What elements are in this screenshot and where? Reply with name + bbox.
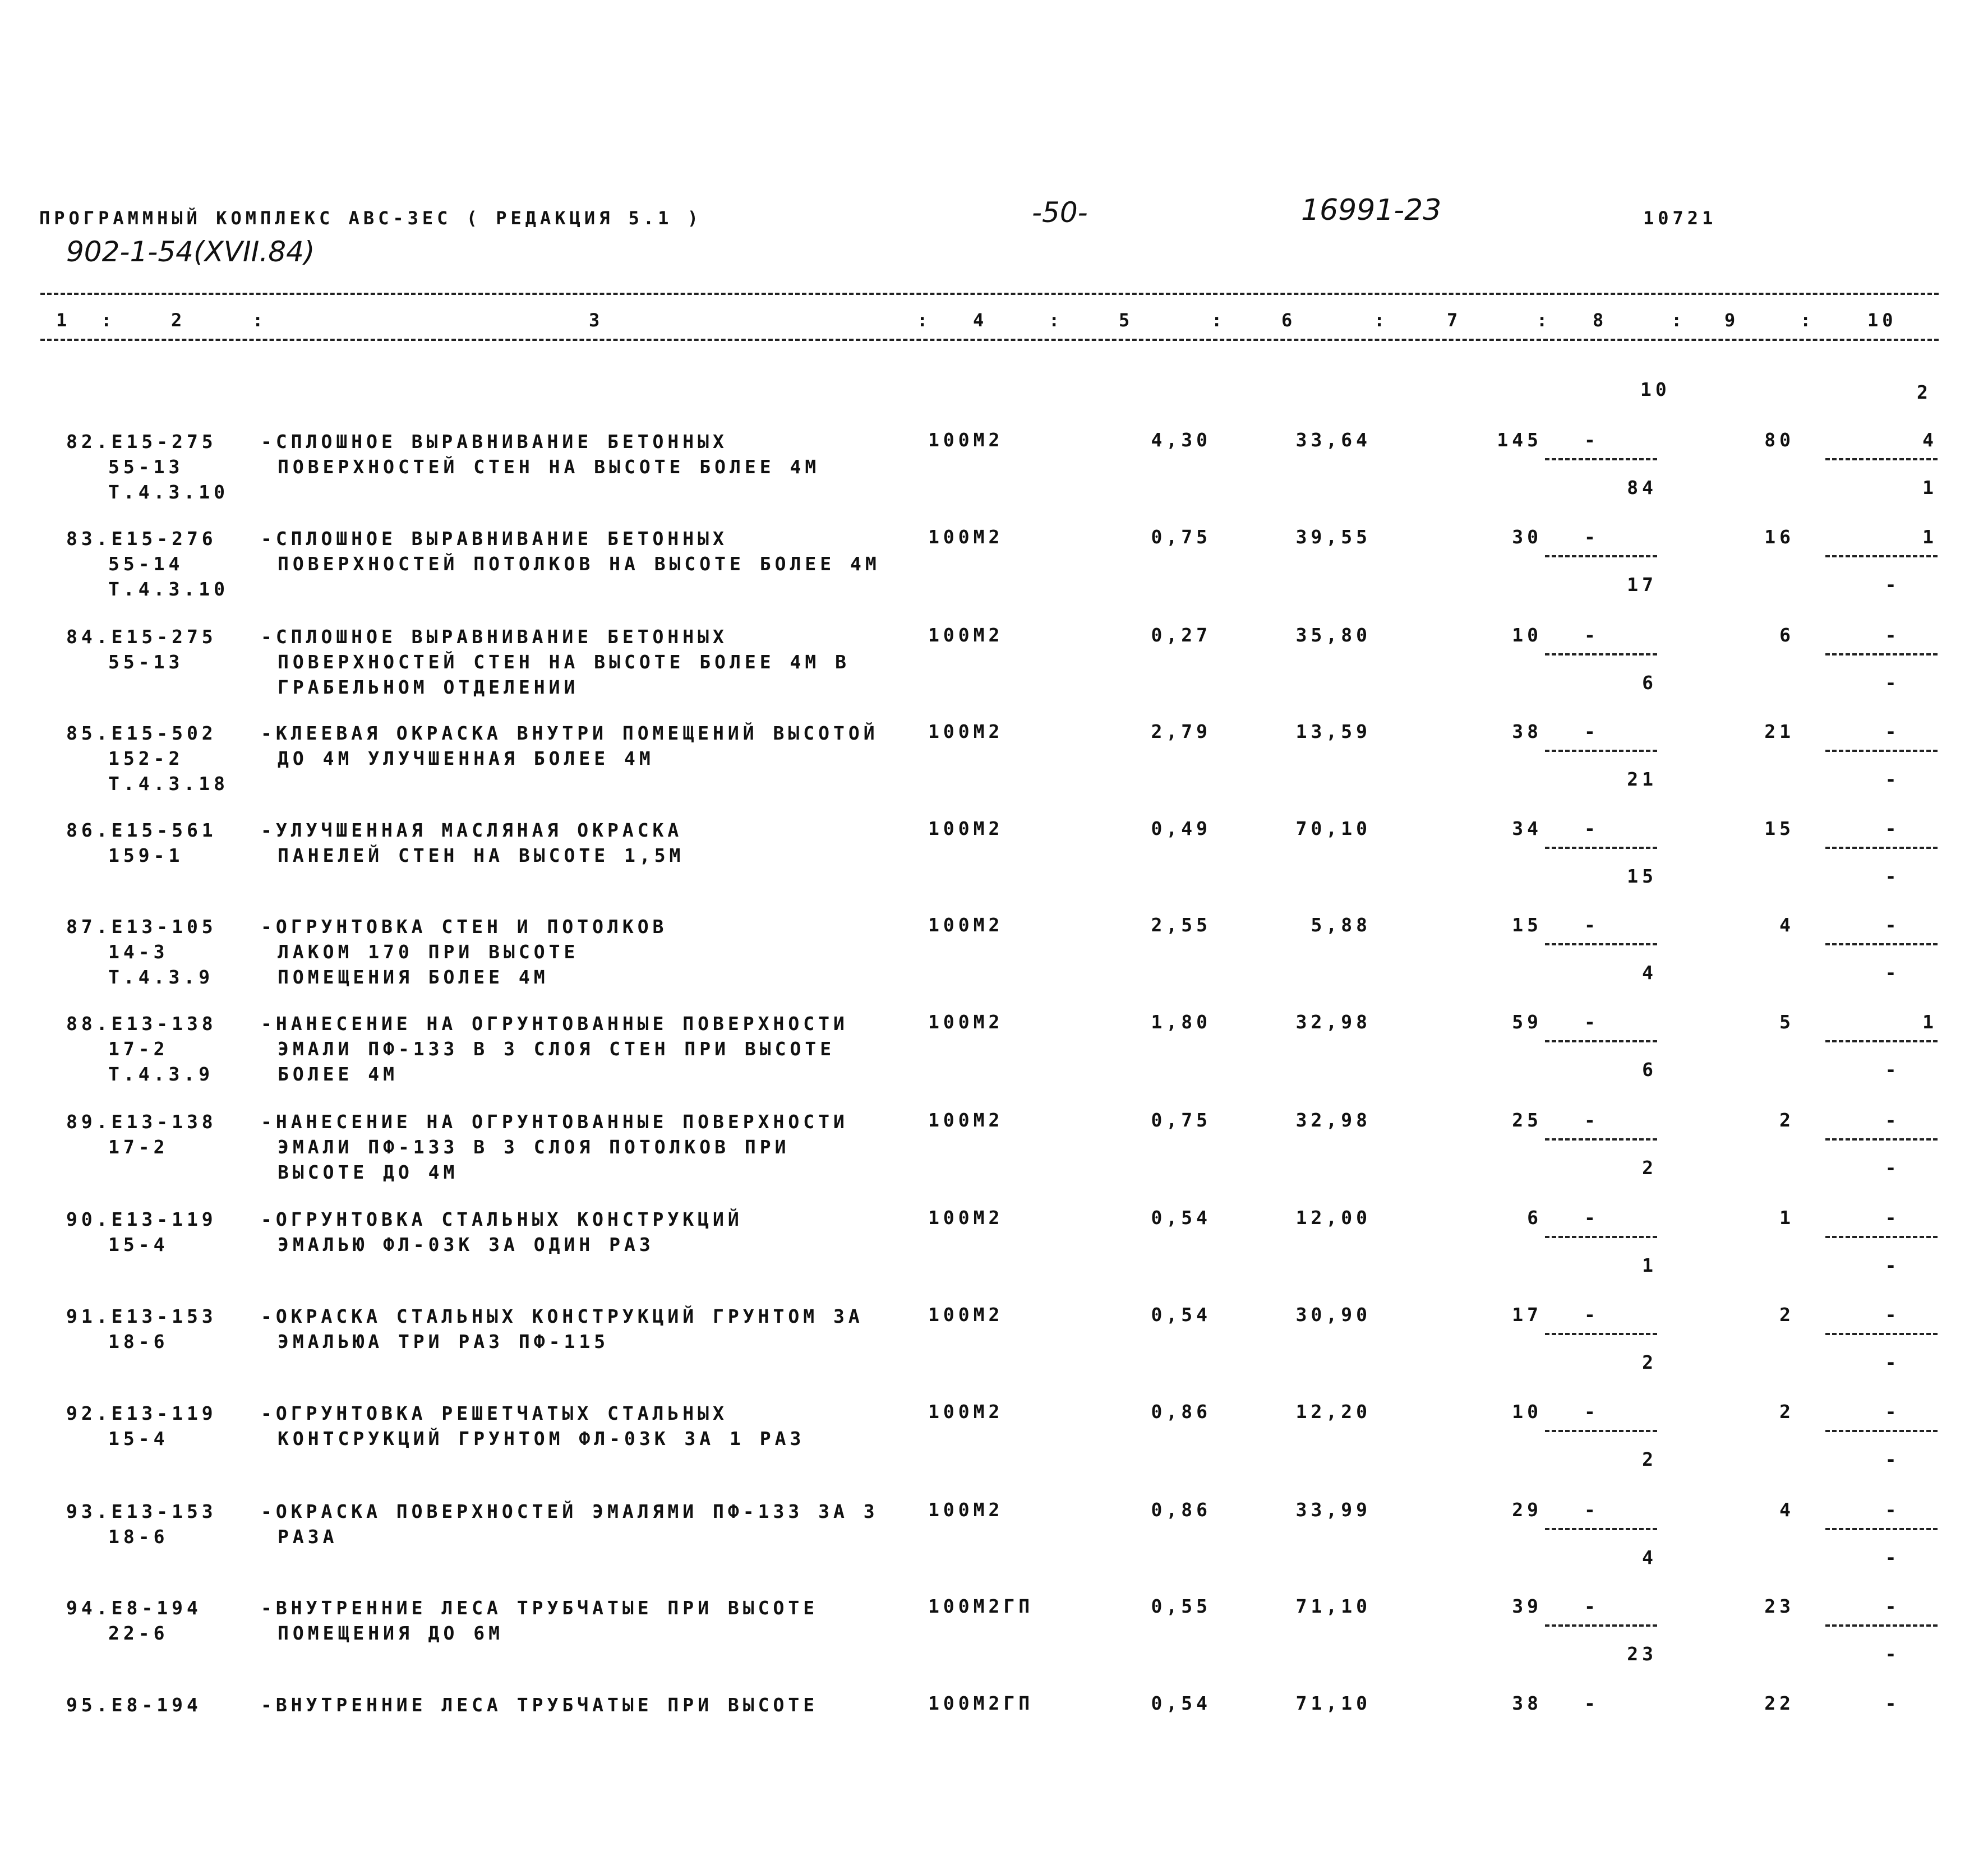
row-codes [66,818,246,868]
row-code-line: 55-13 [108,651,184,673]
fraction-line [1825,653,1938,655]
row-description-line: РАЗА [278,1526,338,1548]
column-separator: : [1537,310,1552,331]
row-col9: 23 [1764,1595,1795,1617]
row-col10-bottom: - [1885,1546,1901,1568]
row-col9: 4 [1779,1499,1795,1521]
row-col9: 22 [1764,1692,1795,1714]
row-col9: 80 [1764,429,1795,451]
row-description [261,1109,922,1185]
row-description-line: ЭМАЛЬЮ ФЛ-03К ЗА ОДИН РАЗ [278,1234,654,1255]
row-total: 145 [1497,429,1542,451]
row-code-line: 85.Е15-502 [66,722,217,744]
carry-over-col10: 2 [1917,381,1932,403]
column-separator: : [252,310,267,331]
row-col8-top: - [1584,1304,1599,1326]
row-code-line: Т.4.3.10 [108,578,229,600]
row-col9: 16 [1764,526,1795,548]
row-col10-top: - [1885,1401,1901,1423]
row-col9: 2 [1779,1401,1795,1423]
fraction-line [1545,458,1657,460]
row-code-line: 152-2 [108,747,184,769]
row-col8-top: - [1584,1401,1599,1423]
row-total: 29 [1512,1499,1542,1521]
row-codes [66,721,246,796]
fraction-line [1545,1040,1657,1042]
row-code-line: Т.4.3.10 [108,481,229,503]
row-col8-top: - [1584,1595,1599,1617]
row-description-line: -НАНЕСЕНИЕ НА ОГРУНТОВАННЫЕ ПОВЕРХНОСТИ [261,1013,848,1035]
row-description [261,1499,922,1549]
row-code-line: 15-4 [108,1428,169,1449]
row-description-line: ЭМАЛИ ПФ-133 В 3 СЛОЯ СТЕН ПРИ ВЫСОТЕ [278,1038,836,1060]
row-total: 10 [1512,624,1542,646]
fraction-line [1545,1528,1657,1530]
row-col10-top: - [1885,914,1901,936]
row-code-line: 90.Е13-119 [66,1208,217,1230]
row-quantity: 0,86 [1151,1499,1211,1521]
row-total: 17 [1512,1304,1542,1326]
row-quantity: 0,54 [1151,1207,1211,1229]
fraction-line [1825,1040,1938,1042]
row-code-line: Т.4.3.9 [108,966,214,988]
row-total: 6 [1527,1207,1542,1229]
row-description-line: КОНТСРУКЦИЙ ГРУНТОМ ФЛ-03К ЗА 1 РАЗ [278,1428,805,1449]
row-col10-top: - [1885,818,1901,839]
row-code-line: 55-13 [108,456,184,478]
row-description [261,624,922,700]
fraction-line [1545,1430,1657,1432]
fraction-line [1825,847,1938,849]
row-col10-top: 4 [1922,429,1938,451]
row-code-line: 17-2 [108,1038,169,1060]
row-unit: 100М2ГП [928,1595,1034,1617]
row-code-line: 83.Е15-276 [66,528,217,550]
row-unit-price: 13,59 [1295,721,1371,742]
row-codes [66,1304,246,1354]
row-unit-price: 71,10 [1295,1595,1371,1617]
row-col8-bottom: 6 [1642,672,1657,694]
fraction-line [1825,1236,1938,1238]
row-code-line: 55-14 [108,553,184,575]
row-col8-top: - [1584,526,1599,548]
row-col10-top: 1 [1922,1011,1938,1033]
row-total: 15 [1512,914,1542,936]
row-unit-price: 33,99 [1295,1499,1371,1521]
row-unit: 100М2 [928,624,1004,646]
row-col10-top: - [1885,1304,1901,1326]
row-code-line: 86.Е15-561 [66,819,217,841]
row-col8-top: - [1584,1207,1599,1229]
row-col10-bottom: - [1885,672,1901,694]
fraction-line [1825,1138,1938,1141]
row-col8-bottom: 23 [1627,1643,1657,1665]
row-description-line: -УЛУЧШЕННАЯ МАСЛЯНАЯ ОКРАСКА [261,819,683,841]
row-description-line: ЛАКОМ 170 ПРИ ВЫСОТЕ [278,941,579,963]
row-quantity: 0,54 [1151,1692,1211,1714]
row-quantity: 0,75 [1151,526,1211,548]
row-description [261,1595,922,1646]
row-description-line: ДО 4М УЛУЧШЕННАЯ БОЛЕЕ 4М [278,747,654,769]
fraction-line [1825,458,1938,460]
row-code-line: 87.Е13-105 [66,916,217,938]
row-description-line: -СПЛОШНОЕ ВЫРАВНИВАНИЕ БЕТОННЫХ [261,626,728,648]
row-col9: 21 [1764,721,1795,742]
fraction-line [1825,555,1938,557]
fraction-line [1545,1138,1657,1141]
row-description-line: -ОГРУНТОВКА РЕШЕТЧАТЫХ СТАЛЬНЫХ [261,1402,728,1424]
row-total: 59 [1512,1011,1542,1033]
row-description [261,721,922,771]
row-description [261,1692,922,1718]
row-description-line: ПОВЕРХНОСТЕЙ СТЕН НА ВЫСОТЕ БОЛЕЕ 4М [278,456,820,478]
row-quantity: 0,55 [1151,1595,1211,1617]
row-total: 25 [1512,1109,1542,1131]
row-col10-bottom: - [1885,1254,1901,1276]
row-col8-bottom: 17 [1627,574,1657,595]
row-codes [66,1499,246,1549]
row-unit: 100М2 [928,1011,1004,1033]
fraction-line [1825,943,1938,945]
row-unit-price: 5,88 [1311,914,1371,936]
row-unit: 100М2 [928,914,1004,936]
row-col9: 1 [1779,1207,1795,1229]
row-total: 34 [1512,818,1542,839]
row-col8-bottom: 6 [1642,1059,1657,1081]
row-code-line: 14-3 [108,941,169,963]
row-code-line: 82.Е15-275 [66,431,217,453]
column-separator: : [917,310,932,331]
column-number: 10 [1867,310,1897,331]
row-description-line: ПОМЕЩЕНИЯ БОЛЕЕ 4М [278,966,549,988]
row-col10-bottom: 1 [1922,477,1938,498]
row-col8-bottom: 1 [1642,1254,1657,1276]
row-description-line: ПОВЕРХНОСТЕЙ ПОТОЛКОВ НА ВЫСОТЕ БОЛЕЕ 4М [278,553,880,575]
row-codes [66,1011,246,1087]
row-col10-bottom: - [1885,574,1901,595]
fraction-line [1825,1430,1938,1432]
document-number: 16991-23 [1301,193,1442,227]
row-description [261,1207,922,1257]
row-codes [66,914,246,990]
column-number: 4 [973,310,988,331]
row-codes [66,1401,246,1451]
column-separator: : [101,310,116,331]
row-codes [66,526,246,602]
column-number: 1 [56,310,71,331]
row-unit: 100М2 [928,721,1004,742]
row-unit: 100М2 [928,1499,1004,1521]
column-separator: : [1671,310,1686,331]
row-description-line: ЭМАЛЬЮА ТРИ РАЗ ПФ-115 [278,1331,610,1352]
row-unit-price: 32,98 [1295,1011,1371,1033]
row-col10-top: - [1885,1207,1901,1229]
row-unit-price: 32,98 [1295,1109,1371,1131]
fraction-line [1545,1624,1657,1627]
row-col10-top: - [1885,1692,1901,1714]
row-code-line: 22-6 [108,1622,169,1644]
row-code-line: 84.Е15-275 [66,626,217,648]
row-quantity: 2,55 [1151,914,1211,936]
page-number: -50- [1032,196,1088,229]
row-total: 38 [1512,721,1542,742]
row-col8-bottom: 21 [1627,768,1657,790]
row-code-line: 92.Е13-119 [66,1402,217,1424]
row-description-line: -ОКРАСКА СТАЛЬНЫХ КОНСТРУКЦИЙ ГРУНТОМ ЗА [261,1305,864,1327]
column-number: 8 [1593,310,1608,331]
row-total: 39 [1512,1595,1542,1617]
row-codes [66,1207,246,1257]
fraction-line [1545,555,1657,557]
row-col10-bottom: - [1885,1643,1901,1665]
row-code-line: 88.Е13-138 [66,1013,217,1035]
row-unit-price: 70,10 [1295,818,1371,839]
fraction-line [1825,1528,1938,1530]
row-description-line: ПОВЕРХНОСТЕЙ СТЕН НА ВЫСОТЕ БОЛЕЕ 4М В [278,651,850,673]
column-number: 6 [1281,310,1297,331]
row-unit: 100М2 [928,1401,1004,1423]
row-col8-top: - [1584,1109,1599,1131]
row-unit: 100М2 [928,1304,1004,1326]
row-description-line: БОЛЕЕ 4М [278,1063,398,1085]
row-col10-bottom: - [1885,865,1901,887]
row-unit-price: 30,90 [1295,1304,1371,1326]
row-col10-top: - [1885,721,1901,742]
row-unit-price: 33,64 [1295,429,1371,451]
column-number: 9 [1724,310,1740,331]
row-description [261,818,922,868]
row-description-line: -ВНУТРЕННИЕ ЛЕСА ТРУБЧАТЫЕ ПРИ ВЫСОТЕ [261,1597,819,1619]
row-quantity: 0,86 [1151,1401,1211,1423]
fraction-line [1545,943,1657,945]
row-col10-bottom: - [1885,1157,1901,1179]
row-col8-bottom: 15 [1627,865,1657,887]
row-col8-top: - [1584,1011,1599,1033]
row-unit: 100М2 [928,526,1004,548]
row-col9: 5 [1779,1011,1795,1033]
carry-over-col8: 10 [1640,378,1671,400]
row-col8-bottom: 2 [1642,1157,1657,1179]
column-separator: : [1211,310,1226,331]
row-col9: 4 [1779,914,1795,936]
row-code-line: Т.4.3.18 [108,773,229,795]
row-code-line: 15-4 [108,1234,169,1255]
row-col10-top: - [1885,1499,1901,1521]
row-quantity: 0,49 [1151,818,1211,839]
row-code-line: 91.Е13-153 [66,1305,217,1327]
row-col8-bottom: 2 [1642,1351,1657,1373]
row-col8-top: - [1584,721,1599,742]
row-col8-bottom: 4 [1642,1546,1657,1568]
row-col8-top: - [1584,818,1599,839]
row-unit: 100М2 [928,818,1004,839]
row-description [261,1304,922,1354]
row-col8-top: - [1584,1499,1599,1521]
row-col10-top: - [1885,1109,1901,1131]
fraction-line [1825,1624,1938,1627]
row-description [261,429,922,479]
row-description-line: ВЫСОТЕ ДО 4М [278,1161,459,1183]
row-codes [66,429,246,505]
row-codes [66,1595,246,1646]
column-separator: : [1800,310,1815,331]
column-number: 5 [1119,310,1134,331]
row-description-line: -СПЛОШНОЕ ВЫРАВНИВАНИЕ БЕТОННЫХ [261,528,728,550]
column-number: 2 [171,310,186,331]
row-quantity: 0,27 [1151,624,1211,646]
row-col8-top: - [1584,429,1599,451]
row-unit: 100М2 [928,1109,1004,1131]
document-code: 10721 [1643,207,1717,229]
row-description-line: -НАНЕСЕНИЕ НА ОГРУНТОВАННЫЕ ПОВЕРХНОСТИ [261,1111,848,1133]
column-number: 3 [589,310,604,331]
row-codes [66,624,246,675]
row-col9: 2 [1779,1304,1795,1326]
row-code-line: 159-1 [108,844,184,866]
row-col9: 15 [1764,818,1795,839]
row-col10-bottom: - [1885,1448,1901,1470]
row-description-line: ЭМАЛИ ПФ-133 В 3 СЛОЯ ПОТОЛКОВ ПРИ [278,1136,790,1158]
row-codes [66,1109,246,1160]
row-col10-top: 1 [1922,526,1938,548]
column-separator: : [1049,310,1064,331]
row-description-line: ПАНЕЛЕЙ СТЕН НА ВЫСОТЕ 1,5М [278,844,685,866]
row-col10-top: - [1885,624,1901,646]
header-rule-bottom [40,339,1939,341]
row-description [261,1401,922,1451]
row-total: 38 [1512,1692,1542,1714]
row-code-line: 95.Е8-194 [66,1694,202,1716]
fraction-line [1545,1333,1657,1335]
row-code-line: 94.Е8-194 [66,1597,202,1619]
column-number: 7 [1447,310,1462,331]
header-rule-top [40,293,1939,295]
row-unit-price: 12,00 [1295,1207,1371,1229]
row-quantity: 4,30 [1151,429,1211,451]
fraction-line [1545,750,1657,752]
row-code-line: Т.4.3.9 [108,1063,214,1085]
row-code-line: 93.Е13-153 [66,1501,217,1522]
fraction-line [1545,847,1657,849]
row-unit: 100М2 [928,429,1004,451]
project-number: 902-1-54(XVII.84) [66,236,315,268]
row-description-line: ПОМЕЩЕНИЯ ДО 6М [278,1622,504,1644]
row-description-line: ГРАБЕЛЬНОМ ОТДЕЛЕНИИ [278,676,579,698]
row-total: 30 [1512,526,1542,548]
row-col8-bottom: 2 [1642,1448,1657,1470]
row-col10-top: - [1885,1595,1901,1617]
row-description-line: -ВНУТРЕННИЕ ЛЕСА ТРУБЧАТЫЕ ПРИ ВЫСОТЕ [261,1694,819,1716]
row-col10-bottom: - [1885,1351,1901,1373]
row-quantity: 0,54 [1151,1304,1211,1326]
row-unit-price: 12,20 [1295,1401,1371,1423]
row-code-line: 17-2 [108,1136,169,1158]
program-title: ПРОГРАММНЫЙ КОМПЛЕКС АВС-ЗЕС ( РЕДАКЦИЯ 5.1 ) [39,207,702,229]
row-col9: 2 [1779,1109,1795,1131]
row-quantity: 0,75 [1151,1109,1211,1131]
row-col8-top: - [1584,624,1599,646]
row-total: 10 [1512,1401,1542,1423]
row-unit: 100М2 [928,1207,1004,1229]
row-description-line: -ОГРУНТОВКА СТЕН И ПОТОЛКОВ [261,916,668,938]
fraction-line [1825,1333,1938,1335]
row-quantity: 1,80 [1151,1011,1211,1033]
column-separator: : [1374,310,1389,331]
fraction-line [1825,750,1938,752]
row-code-line: 18-6 [108,1526,169,1548]
row-unit-price: 71,10 [1295,1692,1371,1714]
row-description-line: -ОКРАСКА ПОВЕРХНОСТЕЙ ЭМАЛЯМИ ПФ-133 ЗА 3 [261,1501,879,1522]
row-code-line: 89.Е13-138 [66,1111,217,1133]
row-col9: 6 [1779,624,1795,646]
row-unit-price: 35,80 [1295,624,1371,646]
row-quantity: 2,79 [1151,721,1211,742]
fraction-line [1545,1236,1657,1238]
row-description-line: -СПЛОШНОЕ ВЫРАВНИВАНИЕ БЕТОННЫХ [261,431,728,453]
row-description [261,526,922,576]
row-col8-top: - [1584,914,1599,936]
fraction-line [1545,653,1657,655]
row-description-line: -ОГРУНТОВКА СТАЛЬНЫХ КОНСТРУКЦИЙ [261,1208,743,1230]
row-col10-bottom: - [1885,768,1901,790]
row-col10-bottom: - [1885,1059,1901,1081]
row-col8-bottom: 84 [1627,477,1657,498]
row-codes [66,1692,246,1718]
row-description [261,1011,922,1087]
row-description [261,914,922,990]
row-col8-bottom: 4 [1642,962,1657,984]
row-col8-top: - [1584,1692,1599,1714]
row-col10-bottom: - [1885,962,1901,984]
row-unit: 100М2ГП [928,1692,1034,1714]
row-description-line: -КЛЕЕВАЯ ОКРАСКА ВНУТРИ ПОМЕЩЕНИЙ ВЫСОТОЙ [261,722,879,744]
row-unit-price: 39,55 [1295,526,1371,548]
row-code-line: 18-6 [108,1331,169,1352]
